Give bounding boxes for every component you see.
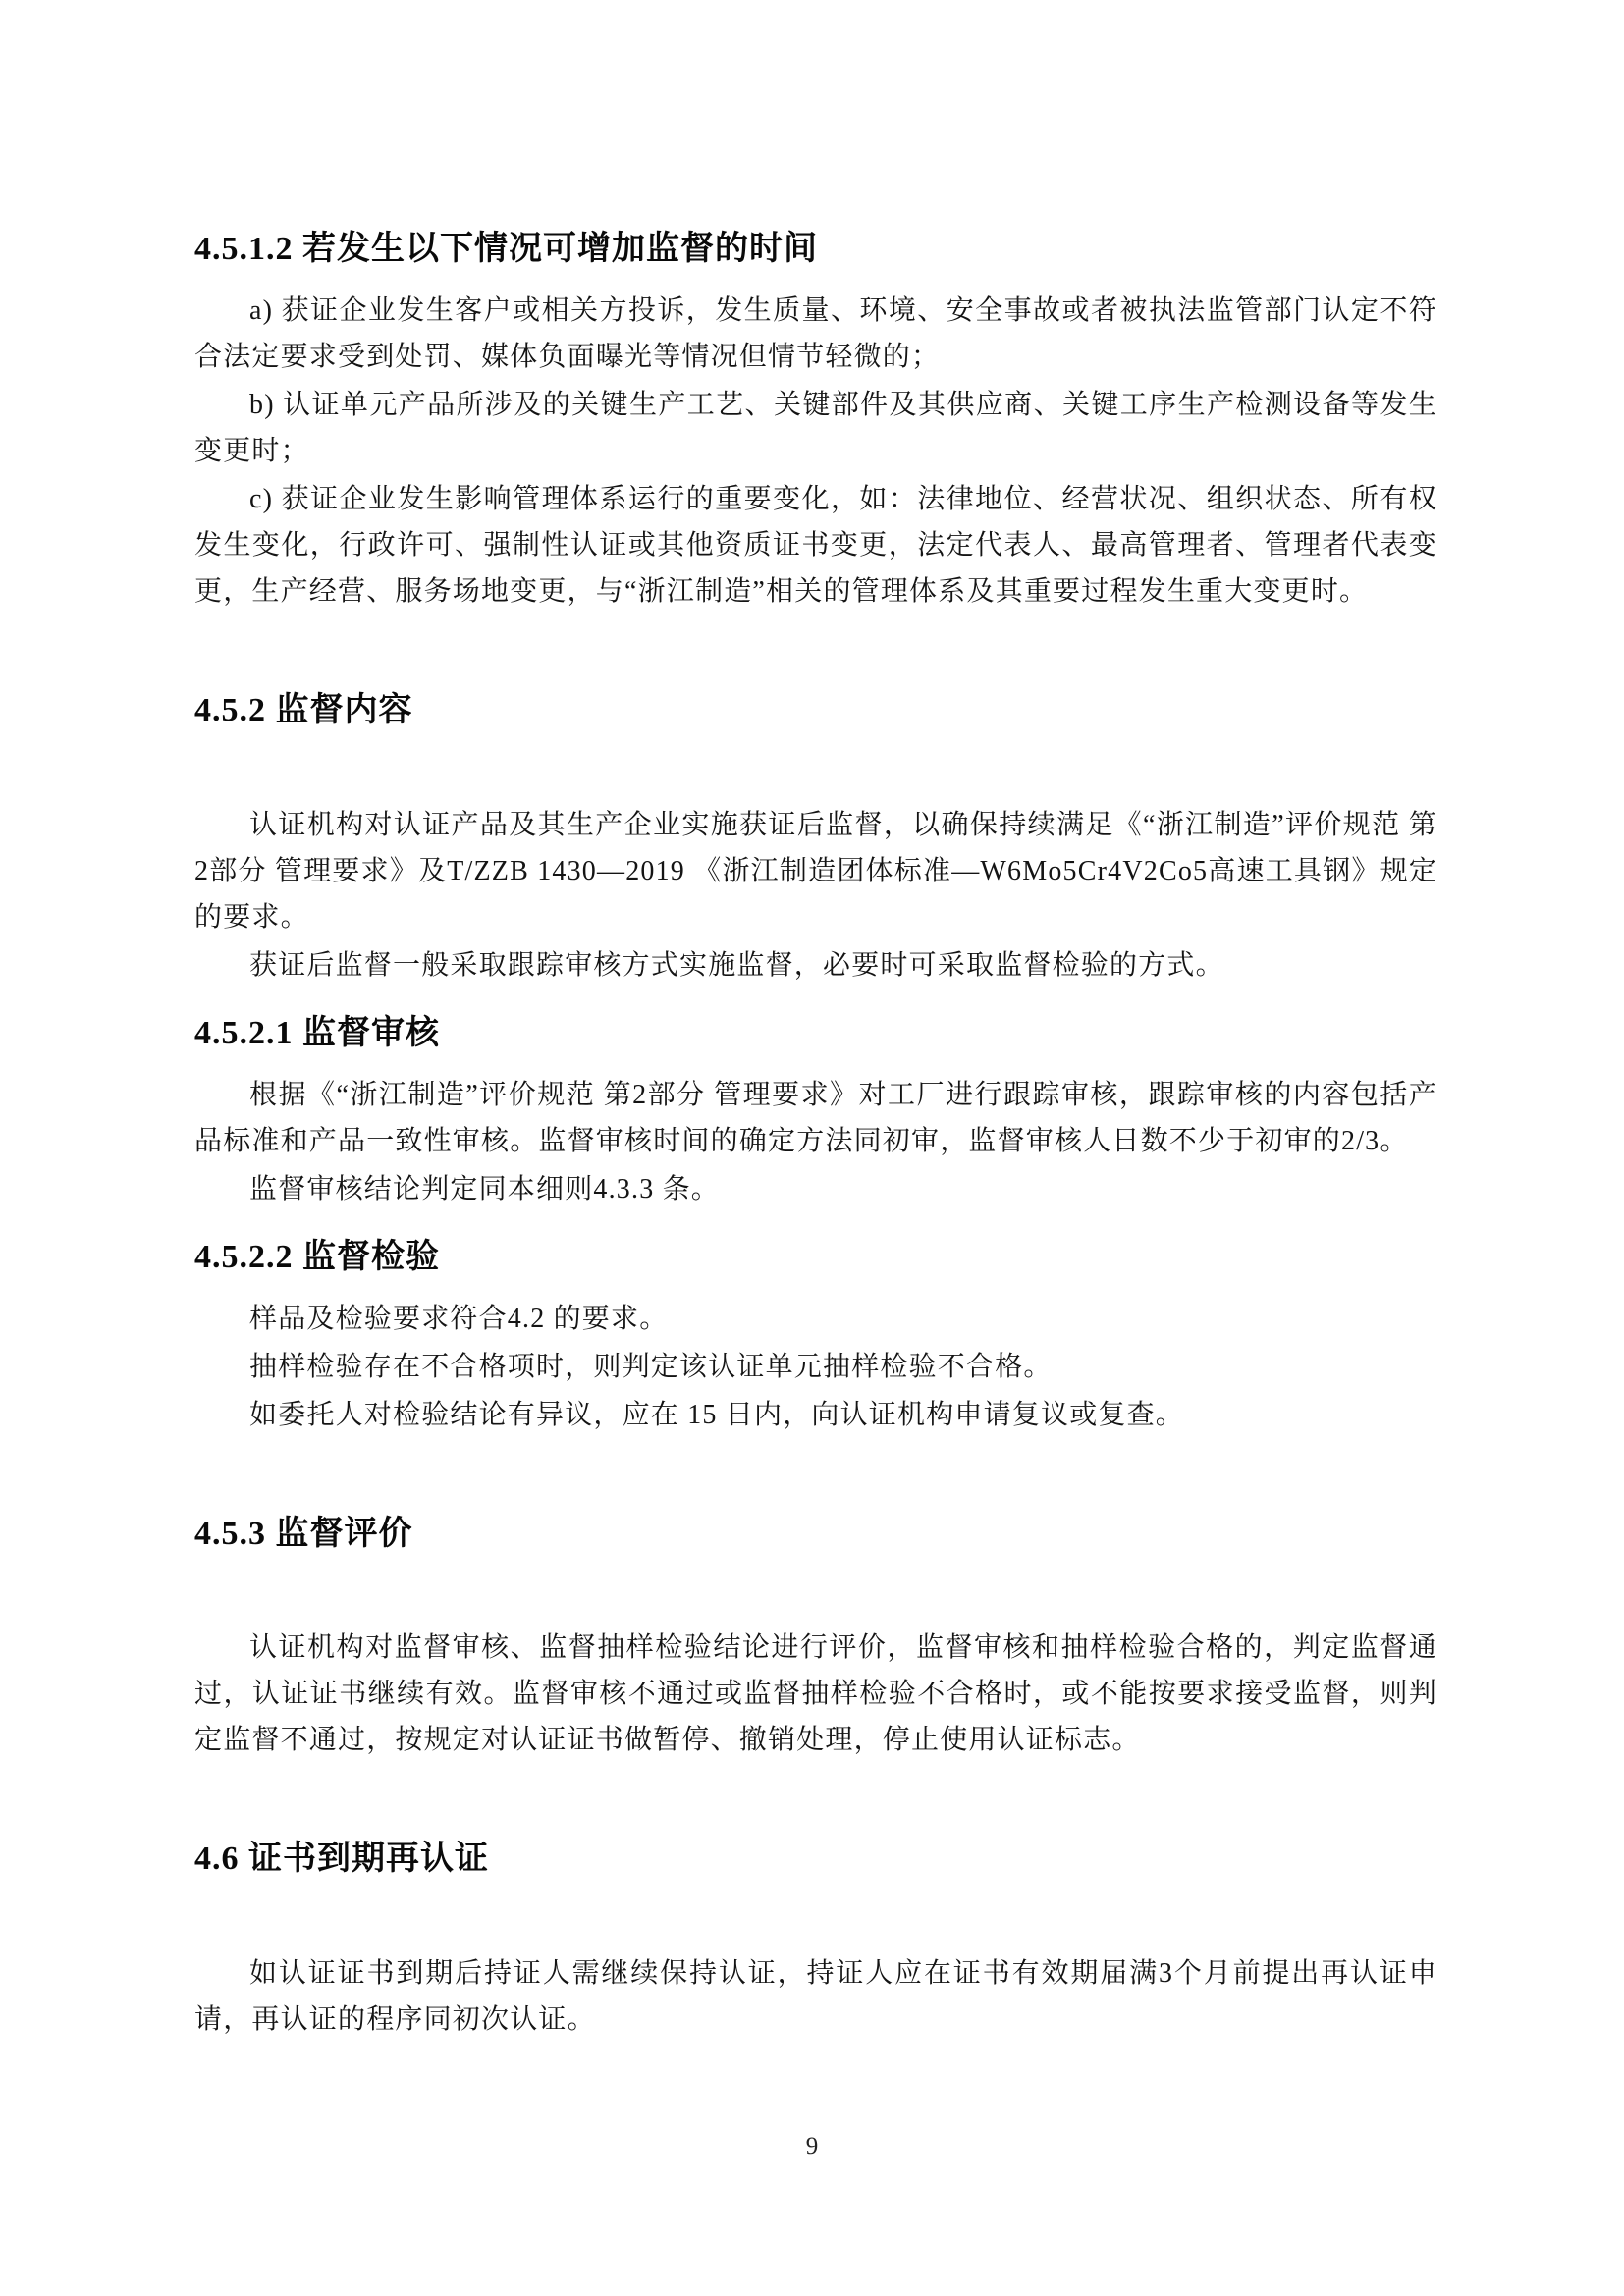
paragraph-recertification: 如认证证书到期后持证人需继续保持认证，持证人应在证书有效期届满3个月前提出再认证申请，再认证的程序同初次认证。	[194, 1958, 1437, 2036]
section-4-5-3	[194, 1513, 1437, 1764]
paragraph-item-a: a) 获证企业发生客户或相关方投诉，发生质量、环境、安全事故或者被执法监管部门认定不符合法定要求受到处罚、媒体负面曝光等情况但情节轻微的；	[194, 294, 1437, 372]
section-4-6	[194, 1838, 1437, 2043]
section-4-5-2	[194, 689, 1437, 988]
paragraph-sampling-fail: 抽样检验存在不合格项时，则判定该认证单元抽样检验不合格。	[249, 1351, 1053, 1382]
paragraph-supervision-scope: 认证机构对认证产品及其生产企业实施获证后监督，以确保持续满足《“浙江制造”评价规范 第2部分 管理要求》及T/ZZB 1430—2019 《浙江制造团体标准—W6Mo5Cr4V2Co5高速工具钢》规定的要求。	[194, 809, 1437, 933]
heading-4-5-2-1: 4.5.2.1 监督审核	[194, 1014, 440, 1051]
heading-4-5-2-2: 4.5.2.2 监督检验	[194, 1238, 440, 1275]
paragraph-sample-requirement: 样品及检验要求符合4.2 的要求。	[249, 1303, 669, 1334]
paragraph-item-c: c) 获证企业发生影响管理体系运行的重要变化，如：法律地位、经营状况、组织状态、所有权发生变化，行政许可、强制性认证或其他资质证书变更，法定代表人、最高管理者、管理者代表变更，生产经营、服务场地变更，与“浙江制造”相关的管理体系及其重要过程发生重大变更时。	[194, 483, 1437, 607]
paragraph-evaluation: 认证机构对监督审核、监督抽样检验结论进行评价，监督审核和抽样检验合格的，判定监督通过，认证证书继续有效。监督审核不通过或监督抽样检验不合格时，或不能按要求接受监督，则判定监督不通过，按规定对认证证书做暂停、撤销处理，停止使用认证标志。	[194, 1632, 1437, 1756]
paragraph-item-b: b) 认证单元产品所涉及的关键生产工艺、关键部件及其供应商、关键工序生产检测设备等发生变更时；	[194, 389, 1437, 466]
paragraph-audit-conclusion: 监督审核结论判定同本细则4.3.3 条。	[249, 1173, 721, 1204]
paragraph-supervision-method: 获证后监督一般采取跟踪审核方式实施监督，必要时可采取监督检验的方式。	[249, 949, 1224, 981]
heading-4-5-1-2: 4.5.1.2 若发生以下情况可增加监督的时间	[194, 231, 818, 267]
paragraph-objection: 如委托人对检验结论有异议，应在 15 日内，向认证机构申请复议或复查。	[249, 1399, 1185, 1430]
heading-4-5-3: 4.5.3 监督评价	[194, 1515, 413, 1552]
heading-4-5-2: 4.5.2 监督内容	[194, 691, 413, 728]
page-number: 9	[805, 2133, 819, 2160]
heading-4-6: 4.6 证书到期再认证	[194, 1841, 489, 1878]
section-4-5-1-2	[194, 228, 1437, 614]
paragraph-audit-basis: 根据《“浙江制造”评价规范 第2部分 管理要求》对工厂进行跟踪审核，跟踪审核的内容包括产品标准和产品一致性审核。监督审核时间的确定方法同初审，监督审核人日数不少于初审的2/3。	[194, 1079, 1437, 1156]
section-4-5-2-1	[194, 1012, 1437, 1212]
section-4-5-2-2	[194, 1236, 1437, 1438]
